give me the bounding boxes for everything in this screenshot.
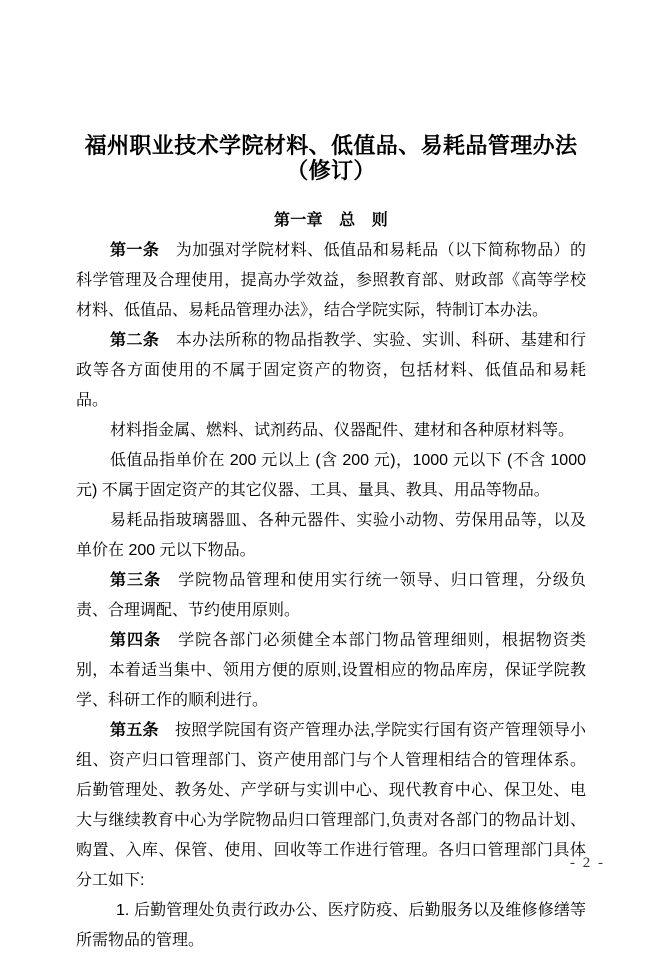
page-number: - 2 - [570,855,605,871]
article-label: 第一条 [110,242,160,259]
article-text: 按照学院国有资产管理办法,学院实行国有资产管理领导小组、资产归口管理部门、资产使用部门与个人管理相结合的管理体系。后勤管理处、教务处、产学研与实训中心、现代教育中心、保卫处、电大与继续教育中心为学院物品归口管理部门,负责对各部门的物品计划、购置、入库、保管、使用、回收等工作进行管理。各归口管理部门具体分工如下: [76,722,586,889]
numbered-list-item [76,896,586,956]
list-item-text: 1. 后勤管理处负责行政办公、医疗防疫、后勤服务以及维修修缮等所需物品的管理。 [76,902,586,949]
article-text: 学院物品管理和使用实行统一领导、归口管理，分级负责、合理调配、节约使用原则。 [76,572,586,619]
definition-text: 低值品指单价在 200 元以上 (含 200 元)，1000 元以下 (不含 1000 元) 不属于固定资产的其它仪器、工具、量具、教具、用品等物品。 [76,452,586,499]
article-text: 为加强对学院材料、低值品和易耗品（以下简称物品）的科学管理及合理使用，提高办学效益，参照教育部、财政部《高等学校材料、低值品、易耗品管理办法》，结合学院实际，特制订本办法。 [76,242,586,319]
article-label: 第三条 [110,572,162,589]
document-body [76,206,586,956]
definition-paragraph [76,416,586,446]
definition-text: 材料指金属、燃料、试剂药品、仪器配件、建材和各种原材料等。 [110,422,575,439]
article-paragraph [76,236,586,326]
document-title: 福州职业技术学院材料、低值品、易耗品管理办法 [84,132,578,158]
article-paragraph [76,326,586,416]
document-subtitle: （修订） [286,158,376,183]
chapter-heading: 第一章 总 则 [273,212,389,229]
article-label: 第五条 [110,722,159,739]
article-text: 本办法所称的物品指教学、实验、实训、科研、基建和行政等各方面使用的不属于固定资产的物资，包括材料、低值品和易耗品。 [76,332,586,409]
article-paragraph [76,566,586,626]
article-label: 第二条 [110,332,160,349]
article-label: 第四条 [110,632,162,649]
article-paragraph [76,626,586,716]
definition-paragraph [76,446,586,506]
article-text: 学院各部门必须健全本部门物品管理细则，根据物资类别，本着适当集中、领用方便的原则,设置相应的物品库房，保证学院教学、科研工作的顺利进行。 [76,632,586,709]
definition-text: 易耗品指玻璃器皿、各种元器件、实验小动物、劳保用品等，以及单价在 200 元以下物品。 [76,512,586,559]
definition-paragraph [76,506,586,566]
